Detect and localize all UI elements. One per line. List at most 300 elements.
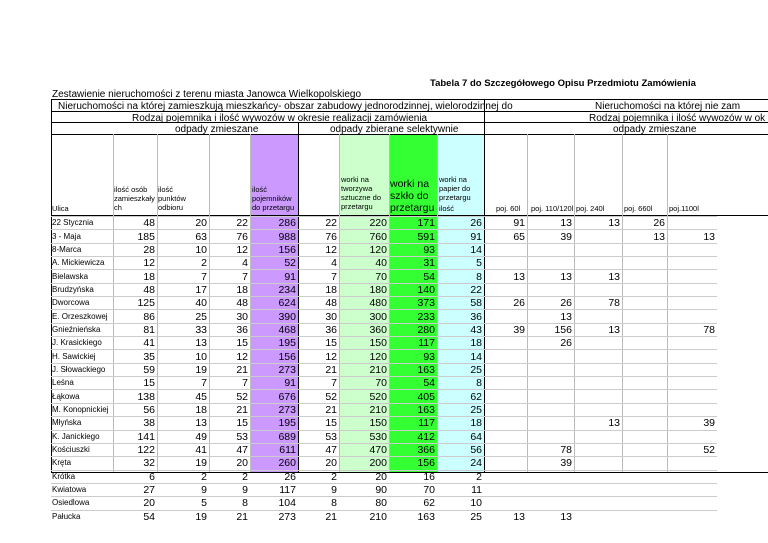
table-row — [51, 403, 717, 416]
table-row — [51, 350, 717, 363]
cell-poj110: 13 — [527, 217, 574, 230]
cell-c4: 48 — [209, 297, 250, 310]
cell-pojemniki: 273 — [250, 403, 298, 416]
cell-poj240 — [574, 457, 622, 470]
cell-c6: 21 — [298, 403, 339, 416]
cell-poj660 — [622, 363, 667, 376]
cell-papier: 91 — [437, 230, 484, 243]
cell-osoby: 185 — [113, 230, 157, 243]
col-poj240: poj. 240l — [576, 204, 605, 213]
cell-c4: 21 — [209, 510, 250, 523]
col-worki-tworzywa: worki na tworzywa sztuczne do przetargu — [341, 175, 382, 211]
cell-poj110 — [527, 430, 574, 443]
section-left-subtitle: Rodzaj pojemnika i ilość wywozów w okresie realizacji zamówienia — [132, 113, 428, 124]
cell-poj1100 — [667, 510, 717, 523]
cell-poj1100 — [667, 403, 717, 416]
cell-osoby: 18 — [113, 270, 157, 283]
cell-punkty: 17 — [157, 283, 209, 296]
cell-poj110 — [527, 403, 574, 416]
cell-osoby: 27 — [113, 483, 157, 496]
cell-c6: 20 — [298, 457, 339, 470]
cell-tworzywa: 210 — [339, 510, 389, 523]
cell-osoby: 125 — [113, 297, 157, 310]
cell-pojemniki: 273 — [250, 510, 298, 523]
cell-c4: 4 — [209, 257, 250, 270]
cell-c6: 52 — [298, 390, 339, 403]
cell-poj110: 13 — [527, 510, 574, 523]
cell-osoby: 138 — [113, 390, 157, 403]
cell-papier: 56 — [437, 443, 484, 456]
cell-osoby: 15 — [113, 377, 157, 390]
cell-osoby: 20 — [113, 497, 157, 510]
cell-ulica: 22 Stycznia — [51, 217, 113, 230]
cell-poj110 — [527, 470, 574, 483]
cell-poj240 — [574, 443, 622, 456]
col-pojemniki: ilość pojemników do przetargu — [252, 185, 295, 212]
cell-osoby: 122 — [113, 443, 157, 456]
cell-poj60 — [484, 310, 527, 323]
col-poj110: poj. 110/120l — [531, 204, 574, 213]
cell-papier: 25 — [437, 403, 484, 416]
col-poj660: poj. 660l — [624, 204, 653, 213]
cell-pojemniki: 273 — [250, 363, 298, 376]
cell-papier: 8 — [437, 270, 484, 283]
cell-c6: 12 — [298, 243, 339, 256]
cell-poj240 — [574, 497, 622, 510]
cell-poj660 — [622, 443, 667, 456]
cell-pojemniki: 611 — [250, 443, 298, 456]
col-punkty: ilość punktów odbioru — [158, 185, 186, 212]
cell-poj60 — [484, 470, 527, 483]
cell-szklo: 62 — [389, 497, 437, 510]
cell-tworzywa: 20 — [339, 470, 389, 483]
cell-c4: 8 — [209, 497, 250, 510]
cell-osoby: 81 — [113, 323, 157, 336]
cell-poj60 — [484, 443, 527, 456]
cell-ulica: A. Mickiewicza — [51, 257, 113, 270]
cell-c6: 48 — [298, 297, 339, 310]
col-worki-papier: worki na papier do przetargu — [439, 175, 471, 202]
cell-papier: 14 — [437, 243, 484, 256]
cell-poj660 — [622, 403, 667, 416]
cell-tworzywa: 80 — [339, 497, 389, 510]
cell-papier: 62 — [437, 390, 484, 403]
cell-poj660 — [622, 390, 667, 403]
col-poj60: poj. 60l — [496, 204, 521, 213]
cell-poj1100 — [667, 430, 717, 443]
cell-poj240 — [574, 243, 622, 256]
cell-poj60 — [484, 497, 527, 510]
cell-poj110: 39 — [527, 457, 574, 470]
cell-poj110: 78 — [527, 443, 574, 456]
cell-tworzywa: 200 — [339, 457, 389, 470]
table-row — [51, 377, 717, 390]
cell-papier: 5 — [437, 257, 484, 270]
cell-poj240 — [574, 483, 622, 496]
cell-ulica: Bielawska — [51, 270, 113, 283]
cell-pojemniki: 91 — [250, 377, 298, 390]
cell-szklo: 163 — [389, 510, 437, 523]
cell-osoby: 35 — [113, 350, 157, 363]
cell-papier: 25 — [437, 363, 484, 376]
cell-osoby: 48 — [113, 283, 157, 296]
cell-poj60 — [484, 483, 527, 496]
cell-papier: 22 — [437, 283, 484, 296]
cell-punkty: 19 — [157, 457, 209, 470]
cell-szklo: 163 — [389, 403, 437, 416]
cell-poj660 — [622, 257, 667, 270]
cell-c6: 21 — [298, 510, 339, 523]
table-row — [51, 257, 717, 270]
table-row — [51, 417, 717, 430]
cell-tworzywa: 150 — [339, 337, 389, 350]
cell-poj1100 — [667, 483, 717, 496]
cell-pojemniki: 117 — [250, 483, 298, 496]
cell-osoby: 38 — [113, 417, 157, 430]
cell-ulica: J. Słowackiego — [51, 363, 113, 376]
cell-c6: 15 — [298, 417, 339, 430]
summary-title: Zestawienie nieruchomości z terenu miasta Janowca Wielkopolskiego — [52, 89, 362, 100]
table-row — [51, 497, 717, 510]
cell-punkty: 33 — [157, 323, 209, 336]
cell-ulica: Osiedlowa — [51, 497, 113, 510]
cell-osoby: 141 — [113, 430, 157, 443]
table-row — [51, 470, 717, 483]
cell-c6: 22 — [298, 217, 339, 230]
cell-ulica: Krótka — [51, 470, 113, 483]
cell-poj1100 — [667, 270, 717, 283]
cell-poj110 — [527, 483, 574, 496]
cell-poj1100 — [667, 217, 717, 230]
cell-papier: 11 — [437, 483, 484, 496]
cell-punkty: 19 — [157, 363, 209, 376]
cell-ulica: E. Orzeszkowej — [51, 310, 113, 323]
table-row — [51, 297, 717, 310]
cell-poj60 — [484, 390, 527, 403]
cell-c4: 76 — [209, 230, 250, 243]
cell-punkty: 41 — [157, 443, 209, 456]
cell-poj110 — [527, 497, 574, 510]
cell-pojemniki: 390 — [250, 310, 298, 323]
cell-szklo: 140 — [389, 283, 437, 296]
cell-tworzywa: 470 — [339, 443, 389, 456]
cell-c4: 36 — [209, 323, 250, 336]
cell-pojemniki: 676 — [250, 390, 298, 403]
cell-poj240: 13 — [574, 417, 622, 430]
cell-poj1100: 52 — [667, 443, 717, 456]
table-row — [51, 337, 717, 350]
cell-tworzywa: 120 — [339, 350, 389, 363]
cell-tworzywa: 150 — [339, 417, 389, 430]
cell-poj110: 39 — [527, 230, 574, 243]
cell-papier: 58 — [437, 297, 484, 310]
cell-poj60: 13 — [484, 270, 527, 283]
table-row — [51, 390, 717, 403]
cell-szklo: 31 — [389, 257, 437, 270]
cell-poj660: 26 — [622, 217, 667, 230]
table-row — [51, 443, 717, 456]
cell-poj660 — [622, 243, 667, 256]
cell-poj660 — [622, 350, 667, 363]
cell-szklo: 93 — [389, 350, 437, 363]
cell-pojemniki: 286 — [250, 217, 298, 230]
cell-c4: 9 — [209, 483, 250, 496]
cell-tworzywa: 180 — [339, 283, 389, 296]
cell-poj1100 — [667, 337, 717, 350]
cell-ulica: 3 - Maja — [51, 230, 113, 243]
cell-c6: 4 — [298, 257, 339, 270]
cell-poj240 — [574, 390, 622, 403]
cell-poj1100 — [667, 470, 717, 483]
cell-ulica: Leśna — [51, 377, 113, 390]
cell-poj240 — [574, 283, 622, 296]
cell-poj660 — [622, 310, 667, 323]
cell-poj240 — [574, 310, 622, 323]
cell-poj60 — [484, 337, 527, 350]
cell-szklo: 70 — [389, 483, 437, 496]
cell-poj60 — [484, 457, 527, 470]
cell-c4: 47 — [209, 443, 250, 456]
cell-poj660 — [622, 457, 667, 470]
cell-poj1100 — [667, 390, 717, 403]
cell-c4: 21 — [209, 403, 250, 416]
cell-osoby: 48 — [113, 217, 157, 230]
cell-poj1100: 78 — [667, 323, 717, 336]
cell-poj110: 26 — [527, 337, 574, 350]
cell-poj60: 39 — [484, 323, 527, 336]
cell-punkty: 49 — [157, 430, 209, 443]
cell-poj60 — [484, 363, 527, 376]
cell-tworzywa: 210 — [339, 363, 389, 376]
cell-ulica: Gnieźnieńska — [51, 323, 113, 336]
cell-c6: 9 — [298, 483, 339, 496]
cell-ulica: K. Janickiego — [51, 430, 113, 443]
cell-poj110 — [527, 377, 574, 390]
cell-poj1100 — [667, 283, 717, 296]
cell-poj1100 — [667, 257, 717, 270]
table-row — [51, 323, 717, 336]
cell-pojemniki: 195 — [250, 337, 298, 350]
cell-poj240: 78 — [574, 297, 622, 310]
table-title: Tabela 7 do Szczegółowego Opisu Przedmiotu Zamówienia — [430, 78, 696, 89]
cell-poj1100 — [667, 243, 717, 256]
cell-ulica: Młyńska — [51, 417, 113, 430]
table-row — [51, 363, 717, 376]
col-ilosc: ilość — [439, 204, 455, 213]
cell-poj110: 26 — [527, 297, 574, 310]
cell-poj1100: 39 — [667, 417, 717, 430]
cell-szklo: 373 — [389, 297, 437, 310]
cell-pojemniki: 988 — [250, 230, 298, 243]
cell-c4: 18 — [209, 283, 250, 296]
cell-poj660 — [622, 510, 667, 523]
cell-punkty: 9 — [157, 483, 209, 496]
cell-poj660 — [622, 417, 667, 430]
cell-tworzywa: 760 — [339, 230, 389, 243]
cell-poj110 — [527, 257, 574, 270]
cell-ulica: Dworcowa — [51, 297, 113, 310]
section-right-subtitle: Rodzaj pojemnika i ilość wywozów w ok — [589, 113, 766, 124]
cell-szklo: 171 — [389, 217, 437, 230]
cell-poj1100: 13 — [667, 230, 717, 243]
cell-poj60: 91 — [484, 217, 527, 230]
col-poj1100: poj.1100l — [669, 204, 699, 213]
cell-punkty: 7 — [157, 377, 209, 390]
cell-c6: 21 — [298, 363, 339, 376]
cell-tworzywa: 210 — [339, 403, 389, 416]
cell-poj660 — [622, 483, 667, 496]
cell-ulica: Pałucka — [51, 510, 113, 523]
cell-poj60 — [484, 257, 527, 270]
cell-poj60 — [484, 430, 527, 443]
cell-pojemniki: 468 — [250, 323, 298, 336]
cell-poj240 — [574, 363, 622, 376]
cell-ulica: Kręta — [51, 457, 113, 470]
cell-osoby: 12 — [113, 257, 157, 270]
cell-papier: 14 — [437, 350, 484, 363]
cell-poj110: 13 — [527, 310, 574, 323]
cell-poj60 — [484, 283, 527, 296]
cell-c4: 12 — [209, 243, 250, 256]
cell-punkty: 25 — [157, 310, 209, 323]
col-worki-szklo: worki na szkło do przetargu — [390, 178, 435, 214]
cell-papier: 64 — [437, 430, 484, 443]
cell-szklo: 16 — [389, 470, 437, 483]
cell-punkty: 7 — [157, 270, 209, 283]
cell-papier: 18 — [437, 417, 484, 430]
cell-szklo: 591 — [389, 230, 437, 243]
cell-c6: 7 — [298, 270, 339, 283]
cell-poj1100 — [667, 457, 717, 470]
cell-poj240 — [574, 430, 622, 443]
cell-osoby: 56 — [113, 403, 157, 416]
cell-szklo: 156 — [389, 457, 437, 470]
col-osoby: ilość osób zamieszkały ch — [114, 185, 155, 212]
data-table — [51, 216, 717, 523]
cell-osoby: 54 — [113, 510, 157, 523]
cell-osoby: 6 — [113, 470, 157, 483]
cell-punkty: 20 — [157, 217, 209, 230]
cell-pojemniki: 91 — [250, 270, 298, 283]
cell-poj110 — [527, 363, 574, 376]
cell-c6: 2 — [298, 470, 339, 483]
cell-c4: 2 — [209, 470, 250, 483]
cell-c6: 8 — [298, 497, 339, 510]
table-row — [51, 230, 717, 243]
table-row — [51, 270, 717, 283]
cell-c4: 53 — [209, 430, 250, 443]
cell-c4: 21 — [209, 363, 250, 376]
group-mixed-left: odpady zmieszane — [175, 124, 259, 135]
cell-poj1100 — [667, 497, 717, 510]
cell-papier: 24 — [437, 457, 484, 470]
cell-c6: 53 — [298, 430, 339, 443]
cell-tworzywa: 360 — [339, 323, 389, 336]
cell-poj660 — [622, 377, 667, 390]
cell-poj1100 — [667, 297, 717, 310]
cell-poj660 — [622, 497, 667, 510]
cell-c4: 7 — [209, 377, 250, 390]
cell-poj240 — [574, 403, 622, 416]
cell-punkty: 10 — [157, 243, 209, 256]
section-left-title: Nieruchomości na której zamieszkują mieszkańcy- obszar zabudowy jednorodzinnej, wielorodzinnej do — [58, 101, 513, 112]
cell-c4: 30 — [209, 310, 250, 323]
cell-ulica: M. Konopnickiej — [51, 403, 113, 416]
cell-szklo: 233 — [389, 310, 437, 323]
cell-punkty: 13 — [157, 337, 209, 350]
cell-c4: 15 — [209, 337, 250, 350]
cell-c6: 76 — [298, 230, 339, 243]
cell-szklo: 93 — [389, 243, 437, 256]
cell-punkty: 2 — [157, 470, 209, 483]
cell-szklo: 54 — [389, 270, 437, 283]
cell-tworzywa: 300 — [339, 310, 389, 323]
cell-poj60 — [484, 417, 527, 430]
cell-papier: 2 — [437, 470, 484, 483]
table-row — [51, 510, 717, 523]
cell-c6: 18 — [298, 283, 339, 296]
cell-poj240 — [574, 257, 622, 270]
cell-tworzywa: 480 — [339, 297, 389, 310]
cell-poj660 — [622, 270, 667, 283]
cell-poj60: 26 — [484, 297, 527, 310]
cell-papier: 8 — [437, 377, 484, 390]
cell-szklo: 163 — [389, 363, 437, 376]
cell-punkty: 13 — [157, 417, 209, 430]
cell-pojemniki: 156 — [250, 350, 298, 363]
cell-c6: 36 — [298, 323, 339, 336]
cell-pojemniki: 156 — [250, 243, 298, 256]
cell-punkty: 40 — [157, 297, 209, 310]
cell-ulica: 8-Marca — [51, 243, 113, 256]
cell-c4: 7 — [209, 270, 250, 283]
cell-poj660 — [622, 323, 667, 336]
table-row — [51, 457, 717, 470]
cell-poj60 — [484, 403, 527, 416]
cell-pojemniki: 52 — [250, 257, 298, 270]
cell-punkty: 45 — [157, 390, 209, 403]
cell-papier: 36 — [437, 310, 484, 323]
cell-tworzywa: 40 — [339, 257, 389, 270]
cell-poj240 — [574, 230, 622, 243]
cell-c4: 15 — [209, 417, 250, 430]
cell-papier: 10 — [437, 497, 484, 510]
cell-papier: 25 — [437, 510, 484, 523]
cell-poj60 — [484, 377, 527, 390]
cell-szklo: 412 — [389, 430, 437, 443]
cell-poj110 — [527, 390, 574, 403]
cell-pojemniki: 689 — [250, 430, 298, 443]
cell-szklo: 54 — [389, 377, 437, 390]
cell-poj240 — [574, 350, 622, 363]
cell-tworzywa: 220 — [339, 217, 389, 230]
cell-ulica: Łąkowa — [51, 390, 113, 403]
cell-pojemniki: 624 — [250, 297, 298, 310]
cell-c6: 12 — [298, 350, 339, 363]
cell-szklo: 280 — [389, 323, 437, 336]
cell-punkty: 5 — [157, 497, 209, 510]
cell-punkty: 2 — [157, 257, 209, 270]
table-row — [51, 243, 717, 256]
cell-poj110 — [527, 283, 574, 296]
section-right-title: Nieruchomości na której nie zam — [595, 101, 741, 112]
cell-poj110: 13 — [527, 270, 574, 283]
cell-szklo: 117 — [389, 417, 437, 430]
cell-c6: 30 — [298, 310, 339, 323]
cell-c6: 7 — [298, 377, 339, 390]
cell-punkty: 19 — [157, 510, 209, 523]
cell-punkty: 10 — [157, 350, 209, 363]
